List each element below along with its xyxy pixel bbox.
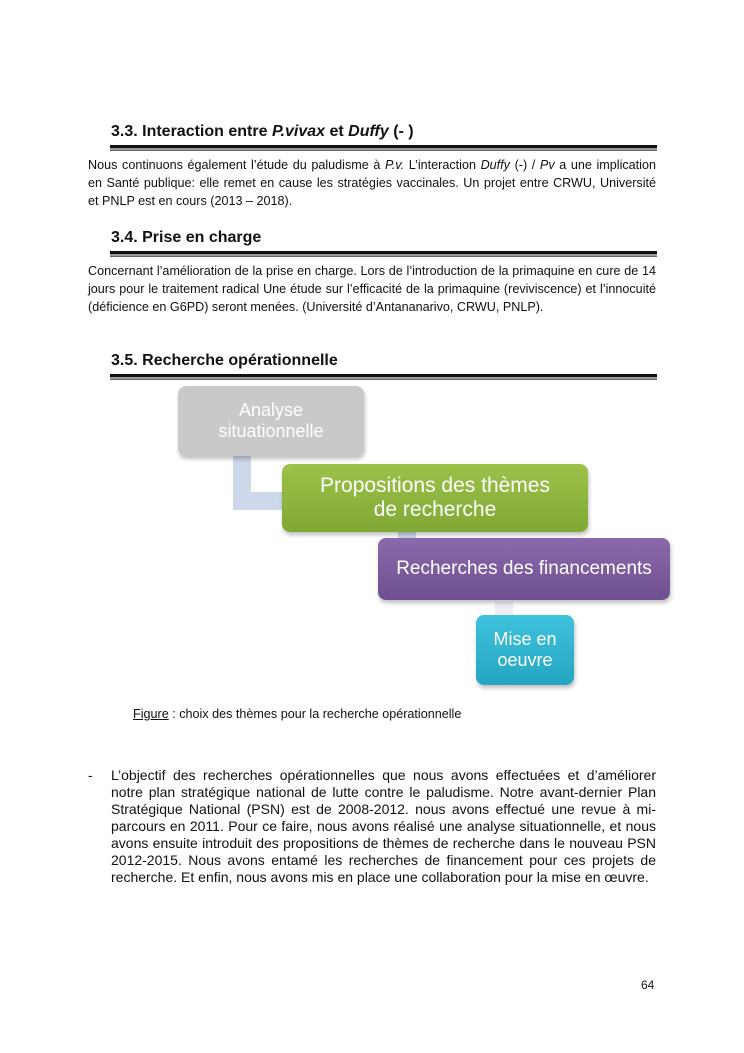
connector [495,602,513,616]
step-recherches-financements: Recherches des financements [378,538,670,600]
page-number: 64 [641,978,655,992]
operational-research-diagram [0,380,744,700]
step-analyse-situationnelle: Analyse situationnelle [178,386,364,456]
bullet-marker: - [88,767,93,783]
section-3-5-heading: 3.5. Recherche opérationnelle [111,352,338,369]
section-3-4-body: Concernant l’amélioration de la prise en charge. Lors de l’introduction de la primaquine en cure de 14 jours pour le traitement radical Une étude sur l’efficacité de la primaquine (reviviscence) et l’innocuité (déficience en G6PD) seront menées. (Université d’Antananarivo, CRWU, PNLP). [88,264,656,314]
section-3-3-body: Nous continuons également l’étude du paludisme à P.v. L’interaction Duffy (-) / Pv a une implication en Santé publique: elle remet en cause les stratégies vaccinales. Un projet entre CRWU, Université et PNLP est en cours (2013 – 2018). [88,158,656,208]
heading-rule [110,145,657,151]
heading-rule [110,251,657,257]
section-3-3-heading: 3.3. Interaction entre P.vivax et Duffy (- ) [111,123,414,140]
step-propositions-themes: Propositions des thèmes de recherche [282,464,588,532]
bullet-paragraph: L’objectif des recherches opérationnelles que nous avons effectuées et d’améliorer notre plan stratégique national de lutte contre le paludisme. Notre avant-dernier Plan Stratégique National (PSN) est de 2008-2012. nous avons effectué une revue à mi-parcours en 2011. Pour ce faire, nous avons réalisé une analyse situationnelle, et nous avons ensuite introduit des propositions de thèmes de recherche dans le nouveau PSN 2012-2015. Nous avons entamé les recherches de financement pour ces projets de recherche. Et enfin, nous avons mis en place une collaboration pour la mise en œuvre. [111,767,656,885]
section-3-4-heading: 3.4. Prise en charge [111,229,262,246]
figure-caption: Figure : choix des thèmes pour la recherche opérationnelle [133,707,462,721]
connector [233,492,288,510]
step-mise-en-oeuvre: Mise en oeuvre [476,615,574,685]
